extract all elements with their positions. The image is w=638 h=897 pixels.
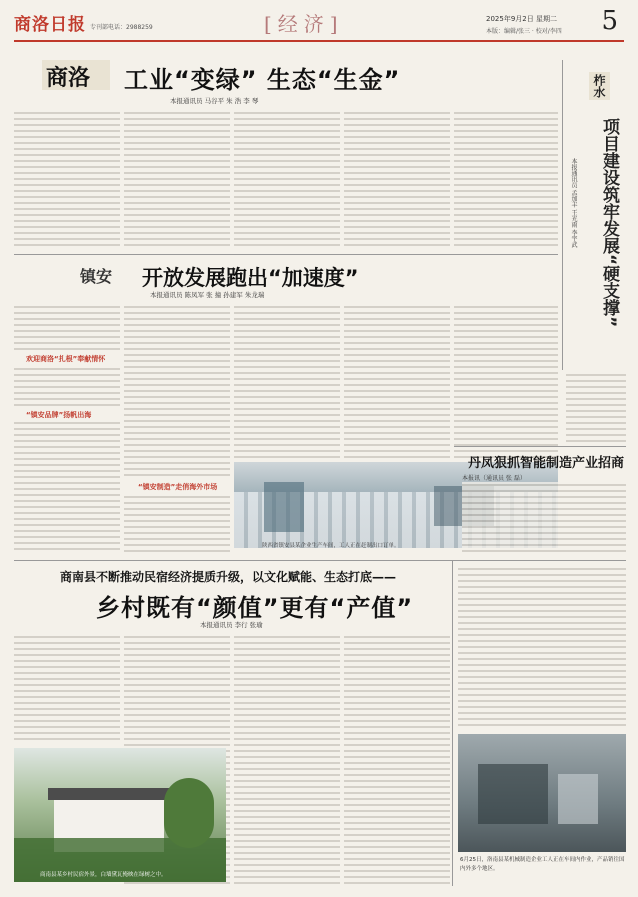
article1-text-col5 <box>454 110 558 250</box>
article1-subhead-1: 欢迎商洛“扎根”奉献情怀 <box>26 355 106 363</box>
article4-text-col4 <box>344 634 450 884</box>
article3-divider <box>454 446 626 447</box>
article1-headline <box>14 60 558 98</box>
article4-photo-caption: 商南县某乡村民宿外景，白墙黛瓦掩映在绿树之中。 <box>40 872 167 878</box>
article1-title: 工业“变绿” 生态“生金” <box>124 66 401 94</box>
article3-photo-caption: 6月25日，洛南县某机械制造企业工人正在车间内作业，产品销往国内外多个地区。 <box>460 857 625 872</box>
department-phone: 专刊部电话：2988259 <box>90 24 153 31</box>
article2-text-col1-a <box>14 304 120 354</box>
article2-text-col2-b <box>124 494 230 552</box>
right-column-divider <box>452 560 453 886</box>
article1-subhead-2: “镇安品牌”扬帆出海 <box>26 411 92 419</box>
editor-credit: 本版：编辑/张三 · 校对/李四 <box>486 28 562 35</box>
article1-text-col2 <box>124 110 230 250</box>
page-number: 5 <box>601 6 618 36</box>
section-name: [经济] <box>264 12 344 36</box>
article4-text-col3 <box>234 634 340 884</box>
article1-text-col4 <box>344 110 450 250</box>
article1-text-col1 <box>14 110 120 250</box>
article1-prefix: 商洛 <box>46 66 91 91</box>
article2-text-col5 <box>454 304 558 460</box>
article2-text-col2-a <box>124 304 230 480</box>
article2-headline <box>80 262 550 292</box>
sidebar-article <box>563 66 627 368</box>
article2-subhead-1: “镇安制造”走俏海外市场 <box>138 483 218 491</box>
article1-divider <box>14 254 558 255</box>
sidebar-byline: 本报通讯员 孟加丰 王光雨 李宇武 <box>570 158 577 248</box>
issue-date: 2025年9月2日 星期二 <box>486 15 557 23</box>
article1-byline: 本报通讯员 马谷平 朱 浩 李 琴 <box>170 97 259 105</box>
article3-photo <box>458 734 626 852</box>
article3-byline: 本报讯（通讯员 张 磊） <box>462 475 526 482</box>
article1-text-col3 <box>234 110 340 250</box>
article4-title: 乡村既有“颜值”更有“产值” <box>96 594 414 622</box>
article4-divider <box>14 560 626 561</box>
article2-photo-caption: 陕西省镇安县某企业生产车间，工人正在赶制出口订单。 <box>262 543 400 549</box>
article4-text-col1 <box>14 634 120 744</box>
article2-text-col3 <box>234 304 340 460</box>
right-column-text <box>458 566 626 730</box>
sidebar-text <box>566 372 626 442</box>
article2-byline: 本报通讯员 陈凤军 张 撞 孙建军 朱龙瑞 <box>150 291 265 299</box>
sidebar-title: 项目建设筑牢发展“硬支撑” <box>599 118 619 328</box>
sidebar-prefix: 柞水 <box>589 72 610 100</box>
article3-title: 丹凤狠抓智能制造产业招商 <box>468 456 625 471</box>
article4-kicker: 商南县不断推动民宿经济提质升级，以文化赋能、生态打底—— <box>60 570 397 584</box>
masthead <box>14 8 624 40</box>
article2-text-col4 <box>344 304 450 460</box>
newspaper-logo: 商洛日报 <box>14 15 86 35</box>
article4-byline: 本报通讯员 李行 张瑜 <box>200 621 263 629</box>
article3-text <box>462 482 626 552</box>
article2-prefix: 镇安 <box>80 267 113 286</box>
masthead-rule <box>14 40 624 42</box>
article4-photo <box>14 748 226 882</box>
article2-text-col1-b <box>14 366 120 408</box>
article2-title: 开放发展跑出“加速度” <box>142 266 359 290</box>
article2-text-col1-c <box>14 420 120 552</box>
